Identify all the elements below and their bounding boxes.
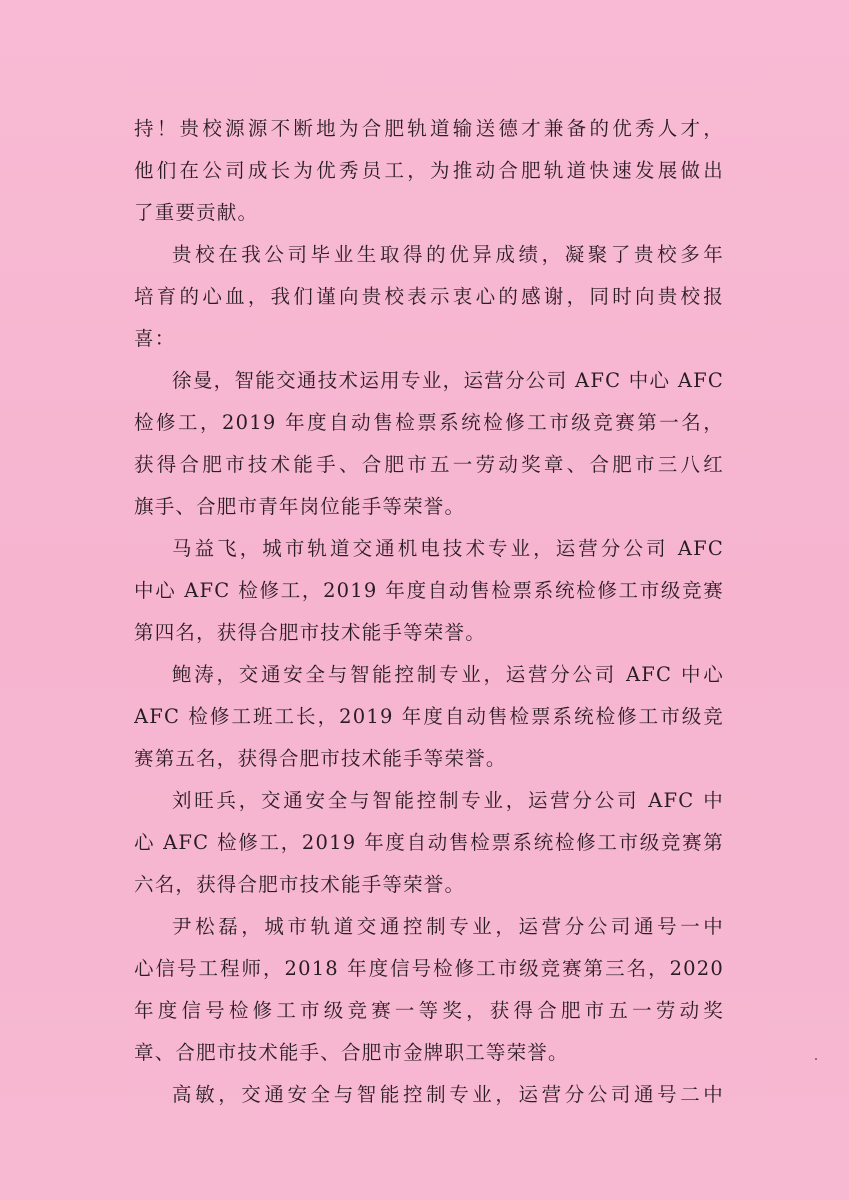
paragraph-start-line: 高敏，交通安全与智能控制专业，运营分公司通号二中 — [172, 1083, 724, 1106]
text-line: 心 AFC 检修工，2019 年度自动售检票系统检修工市级竞赛第 — [134, 831, 724, 854]
paragraph-start-line: 马益飞，城市轨道交通机电技术专业，运营分公司 AFC — [172, 537, 724, 560]
text-line: 中心 AFC 检修工，2019 年度自动售检票系统检修工市级竞赛 — [134, 579, 724, 602]
text-line: 喜： — [134, 327, 176, 350]
text-line: 六名，获得合肥市技术能手等荣誉。 — [134, 873, 466, 896]
text-line: 心信号工程师，2018 年度信号检修工市级竞赛第三名，2020 — [134, 957, 724, 980]
text-line: 赛第五名，获得合肥市技术能手等荣誉。 — [134, 747, 507, 770]
scan-speck — [815, 1058, 817, 1060]
text-line: 年度信号检修工市级竞赛一等奖，获得合肥市五一劳动奖 — [134, 999, 724, 1022]
paragraph-start-line: 刘旺兵，交通安全与智能控制专业，运营分公司 AFC 中 — [172, 789, 724, 812]
paragraph-start-line: 鲍涛，交通安全与智能控制专业，运营分公司 AFC 中心 — [172, 663, 724, 686]
text-line: 第四名，获得合肥市技术能手等荣誉。 — [134, 621, 486, 644]
text-line: 他们在公司成长为优秀员工，为推动合肥轨道快速发展做出 — [134, 159, 724, 182]
text-line: AFC 检修工班工长，2019 年度自动售检票系统检修工市级竞 — [134, 705, 724, 728]
text-line: 获得合肥市技术能手、合肥市五一劳动奖章、合肥市三八红 — [134, 453, 724, 476]
letter-body — [134, 108, 724, 1116]
text-line: 培育的心血，我们谨向贵校表示衷心的感谢，同时向贵校报 — [134, 285, 724, 308]
text-line: 旗手、合肥市青年岗位能手等荣誉。 — [134, 495, 466, 518]
paragraph-start-line: 尹松磊，城市轨道交通控制专业，运营分公司通号一中 — [172, 915, 724, 938]
text-line: 检修工，2019 年度自动售检票系统检修工市级竞赛第一名， — [134, 411, 724, 434]
text-line: 持！贵校源源不断地为合肥轨道输送德才兼备的优秀人才， — [134, 117, 724, 140]
text-line: 了重要贡献。 — [134, 201, 259, 224]
paragraph-start-line: 贵校在我公司毕业生取得的优异成绩，凝聚了贵校多年 — [172, 243, 724, 266]
text-line: 章、合肥市技术能手、合肥市金牌职工等荣誉。 — [134, 1041, 569, 1064]
paragraph-start-line: 徐曼，智能交通技术运用专业，运营分公司 AFC 中心 AFC — [172, 369, 724, 392]
